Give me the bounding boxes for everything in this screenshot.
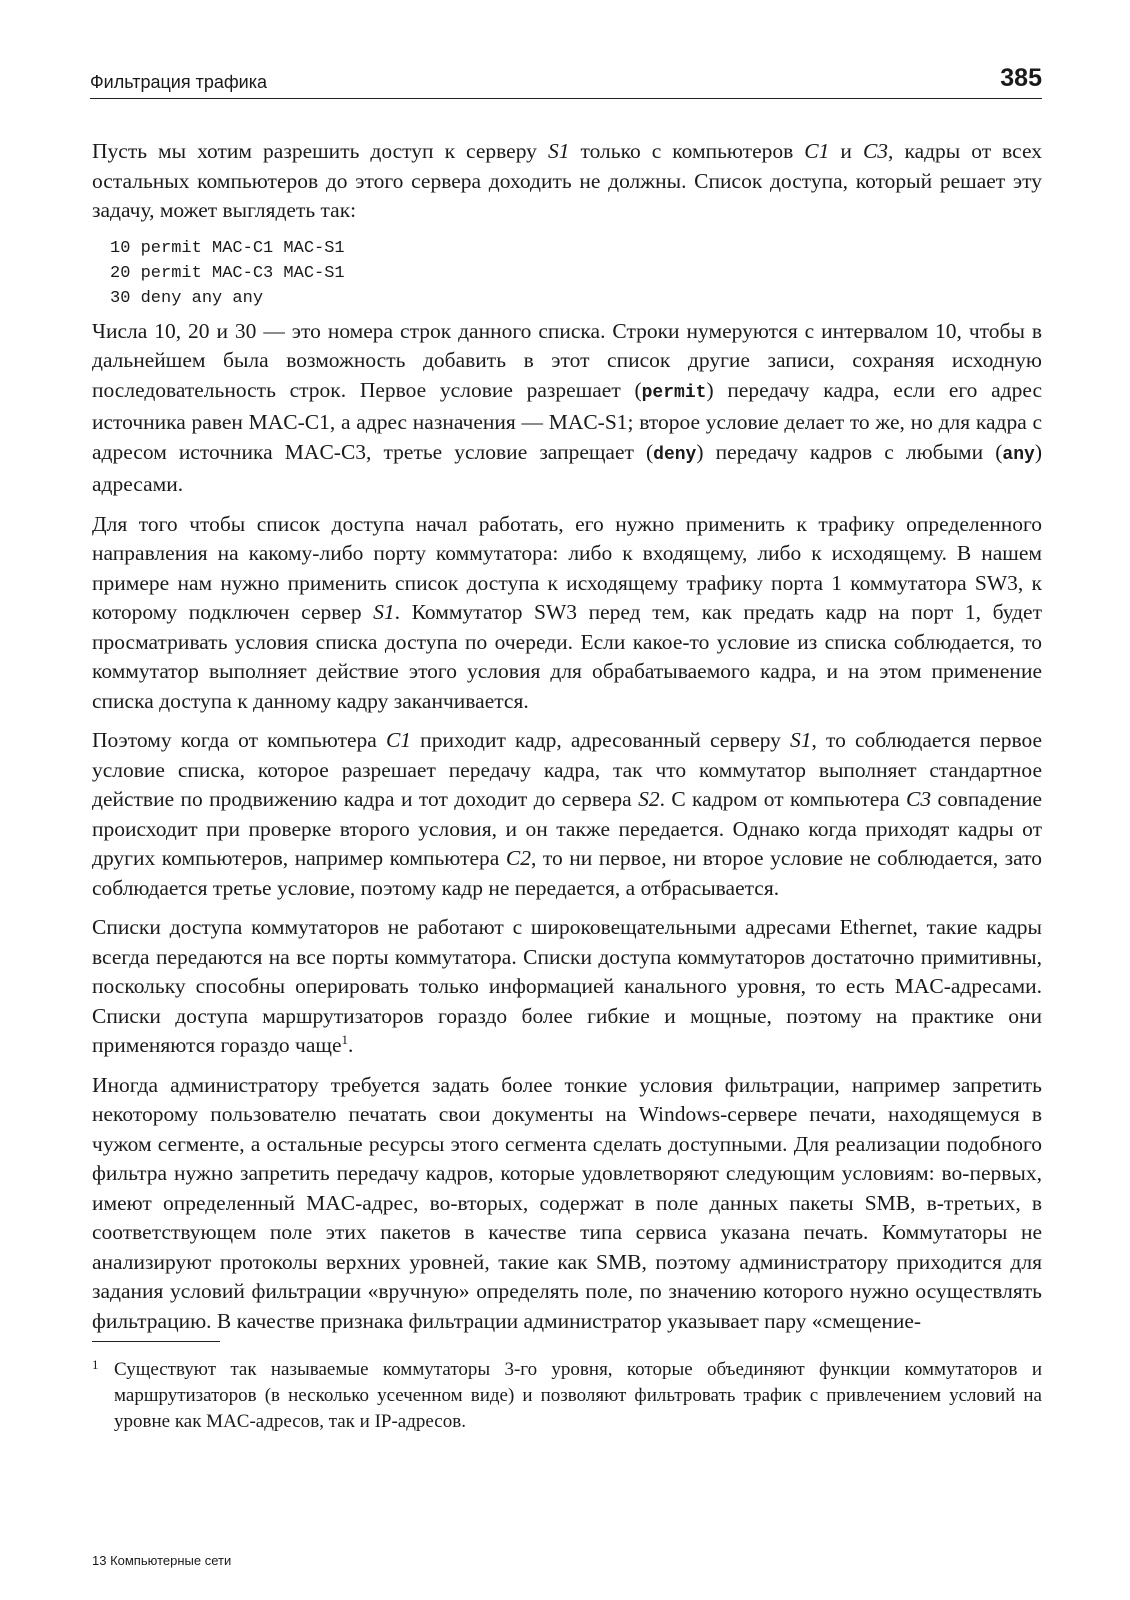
paragraph-intro-text: Пусть мы хотим разрешить доступ к серверу S1 только с компьютеров C1 и C3, кадры от всех остальных компьютеров до этого сервера доходить не должны. Список доступа, который решает эту задачу, может выглядеть так:	[92, 139, 1042, 222]
paragraph-fine-filtering	[92, 1071, 1042, 1337]
paragraph-explanation-part: Числа 10, 20 и 30 — это номера строк данного списка. Строки нумеруются с интервалом 10, чтобы в дальнейшем была возможность добавить в этот список другие записи, сохраняя исходную последовательность строк. Первое условие разрешает (	[92, 318, 1042, 402]
code-line: 10 permit MAC-C1 MAC-S1	[110, 238, 345, 258]
footnote-marker: 1	[92, 1357, 99, 1372]
paragraph-explanation-part: ) передачу кадров с любыми (	[696, 439, 1003, 464]
page-number: 385	[1000, 64, 1042, 92]
paragraph-intro	[92, 137, 1042, 226]
keyword-permit: permit	[641, 382, 707, 403]
running-title: Фильтрация трафика	[90, 72, 268, 92]
paragraph-limitations-end: .	[348, 1033, 354, 1057]
footnote	[92, 1352, 1042, 1435]
keyword-any: any	[1002, 444, 1035, 465]
paragraph-explanation-part: ) адресами.	[92, 439, 1042, 496]
paragraph-fine-filtering-text: Иногда администратору требуется задать более тонкие условия фильтрации, например запретить некоторому пользователю печатать свои документы на Windows-сервере печати, находящемуся в чужом сегменте, а остальные ресурсы этого сегмента сделать доступными. Для реализации подобного фильтра нужно запретить передачу кадров, которые удовлетворяют следующим условиям: во-первых, имеют определенный MAC-адрес, во-вторых, содержат в поле данных пакеты SMB, в-третьих, в соответствующем поле этих пакетов в качестве типа сервиса указана печать. Коммутаторы не анализируют протоколы верхних уровней, такие как SMB, поэтому администратору приходится для задания условий фильтрации «вручную» определять поле, по значению которого нужно осуществлять фильтрацию. В качестве признака фильтрации администратор указывает пару «смещение-	[92, 1072, 1042, 1333]
footnote-rule	[92, 1341, 220, 1342]
paragraph-explanation	[92, 317, 1042, 500]
code-line: 20 permit MAC-C3 MAC-S1	[110, 263, 345, 283]
paragraph-apply	[92, 510, 1042, 717]
paragraph-apply-text: Для того чтобы список доступа начал работать, его нужно применить к трафику определенного направления на какому-либо порту коммутатора: либо к входящему, либо к исходящему. В нашем примере нам нужно применить список доступа к исходящему трафику порта 1 коммутатора SW3, к которому подключен сервер S1. Коммутатор SW3 перед тем, как предать кадр на порт 1, будет просматривать условия списка доступа по очереди. Если какое-то условие из списка соблюдается, то коммутатор выполняет действие этого условия для обрабатываемого кадра, и на этом применение списка доступа к данному кадру заканчивается.	[92, 511, 1042, 713]
paragraph-limitations	[92, 913, 1042, 1061]
code-listing	[110, 236, 1042, 311]
footnote-ref[interactable]: 1	[341, 1031, 348, 1047]
printer-signature: 13 Компьютерные сети	[92, 1553, 232, 1568]
code-line: 30 deny any any	[110, 288, 264, 308]
paragraph-example-text: Поэтому когда от компьютера C1 приходит кадр, адресованный серверу S1, то соблюдается первое условие списка, которое разрешает передачу кадра, так что коммутатор выполняет стандартное действие по продвижению кадра и тот доходит до сервера S2. С кадром от компьютера C3 совпадение происходит при проверке второго условия, и он также передается. Однако когда приходят кадры от других компьютеров, например компьютера C2, то ни первое, ни второе условие не соблюдается, зато соблюдается третье условие, поэтому кадр не передается, а отбрасывается.	[92, 728, 1043, 900]
body-text	[92, 137, 1042, 1346]
paragraph-limitations-text: Списки доступа коммутаторов не работают с широковещательными адресами Ethernet, такие кадры всегда передаются на все порты коммутатора. Списки доступа коммутаторов достаточно примитивны, поскольку способны оперировать только информацией канального уровня, то есть MAC-адресами. Списки доступа маршрутизаторов гораздо более гибкие и мощные, поэтому на практике они применяются гораздо чаще	[92, 915, 1042, 1057]
paragraph-example	[92, 726, 1042, 903]
keyword-deny: deny	[653, 444, 697, 465]
footnote-text: Существуют так называемые коммутаторы 3-го уровня, которые объединяют функции коммутаторов и маршрутизаторов (в несколько усеченном виде) и позволяют фильтровать трафик с привлечением условий на уровне как MAC-адресов, так и IP-адресов.	[114, 1359, 1042, 1432]
paragraph-explanation-part: ) передачу кадра, если его адрес источника равен MAC-C1, а адрес назначения — MAC-S1; второе условие делает то же, но для кадра с адресом источника MAC-C3, третье условие запрещает (	[92, 377, 1042, 464]
running-head	[90, 64, 1042, 99]
